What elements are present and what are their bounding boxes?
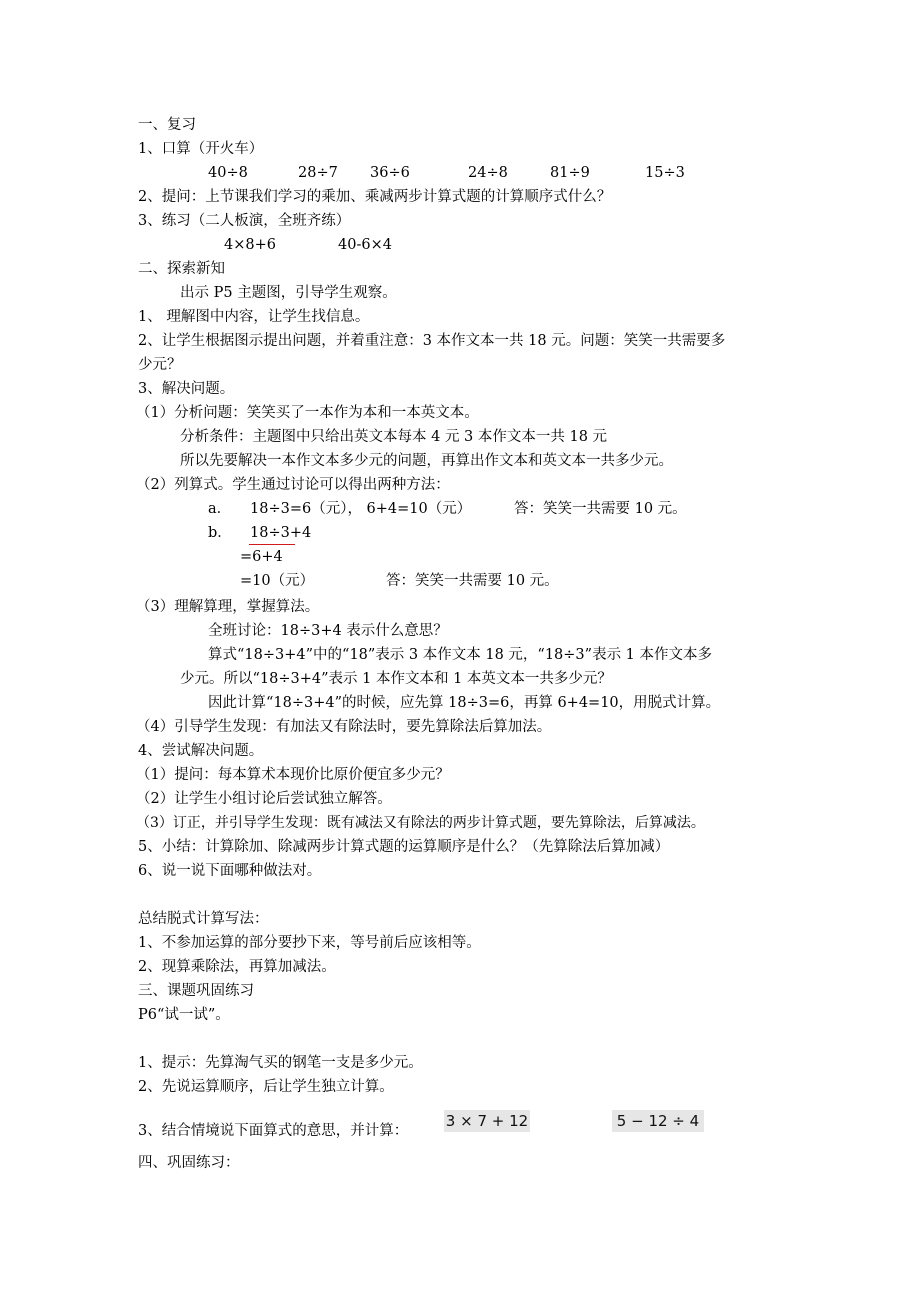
method-b-label: b． bbox=[208, 525, 232, 541]
item-ask-question-cont: 少元？ bbox=[138, 357, 182, 373]
order-first: 2、先说运算顺序，后让学生独立计算。 bbox=[138, 1079, 394, 1095]
item-solve: 3、解决问题。 bbox=[138, 381, 235, 397]
practice-expr: 40-6×4 bbox=[338, 237, 392, 253]
method-a bbox=[208, 499, 728, 519]
heading-practice: 四、巩固练习： bbox=[138, 1155, 240, 1171]
item-summary: 5、小结：计算除加、除减两步计算式题的运算顺序是什么？（先算除法后算加减） bbox=[138, 839, 670, 855]
heading-consolidate: 三、课题巩固练习 bbox=[138, 983, 254, 999]
expression-meaning: 算式“18÷3+4”中的“18”表示 3 本作文本 18 元，“18÷3”表示 1 本作文本多 bbox=[208, 647, 713, 663]
item-ask-question: 2、让学生根据图示提出问题，并着重注意：3 本作文本一共 18 元。问题：笑笑一共需要多 bbox=[138, 333, 726, 349]
summary-rule-2: 2、现算乘除法，再算加减法。 bbox=[138, 959, 336, 975]
heading-explore: 二、探索新知 bbox=[138, 261, 225, 277]
step-discover: （4）引导学生发现：有加法又有除法时，要先算除法后算加法。 bbox=[136, 719, 552, 735]
oral-calc-item: 15÷3 bbox=[645, 165, 685, 181]
method-b-result bbox=[240, 571, 640, 591]
item-understand: 1、 理解图中内容，让学生找信息。 bbox=[138, 309, 370, 325]
class-discussion: 全班讨论：18÷3+4 表示什么意思？ bbox=[208, 623, 448, 639]
oral-calc-item: 24÷8 bbox=[468, 165, 508, 181]
summary-rule-1: 1、不参加运算的部分要抄下来，等号前后应该相等。 bbox=[138, 935, 481, 951]
show-theme-picture: 出示 P5 主题图，引导学生观察。 bbox=[180, 285, 397, 301]
method-b-answer: 答：笑笑一共需要 10 元。 bbox=[386, 573, 559, 589]
summary-heading: 总结脱式计算写法： bbox=[138, 911, 269, 927]
method-b bbox=[208, 523, 408, 543]
method-b-step2: =6+4 bbox=[240, 549, 283, 565]
method-a-answer: 答：笑笑一共需要 10 元。 bbox=[514, 501, 687, 517]
step-understand-reason: （3）理解算理，掌握算法。 bbox=[136, 599, 320, 615]
item-practice: 3、练习（二人板演，全班齐练） bbox=[138, 213, 351, 229]
expression-image-1: 3 × 7 + 12 bbox=[445, 1112, 529, 1130]
try-correct: （3）订正，并引导学生发现：既有减法又有除法的两步计算式题，要先算除法，后算减法。 bbox=[136, 815, 705, 831]
oral-calc-row bbox=[138, 163, 838, 183]
method-b-step3: =10（元） bbox=[240, 573, 315, 589]
practice-expr: 4×8+6 bbox=[224, 237, 276, 253]
step-analyze-problem: （1）分析问题：笑笑买了一本作为本和一本英文本。 bbox=[136, 405, 479, 421]
practice-row bbox=[138, 235, 538, 255]
underline-mark bbox=[249, 544, 295, 545]
method-b-step1: 18÷3+4 bbox=[250, 525, 312, 541]
calculation-order: 因此计算“18÷3+4”的时候，应先算 18÷3=6，再算 6+4=10，用脱式计算。 bbox=[208, 695, 721, 711]
expression-meaning-cont: 少元。所以“18÷3+4”表示 1 本作文本和 1 本英文本一共多少元？ bbox=[180, 671, 612, 687]
analyze-conditions: 分析条件：主题图中只给出英文本每本 4 元 3 本作文本一共 18 元 bbox=[180, 429, 608, 445]
item-oral-calc: 1、口算（开火车） bbox=[138, 141, 264, 157]
solve-first: 所以先要解决一本作文本多少元的问题，再算出作文本和英文本一共多少元。 bbox=[180, 453, 673, 469]
oral-calc-item: 36÷6 bbox=[370, 165, 410, 181]
context-explain: 3、结合情境说下面算式的意思，并计算： bbox=[138, 1123, 409, 1139]
hint-pen-price: 1、提示：先算淘气买的钢笔一支是多少元。 bbox=[138, 1055, 423, 1071]
oral-calc-item: 81÷9 bbox=[550, 165, 590, 181]
method-a-expr: 18÷3=6（元）， 6+4=10（元） bbox=[250, 501, 472, 517]
item-try-solve: 4、尝试解决问题。 bbox=[138, 743, 264, 759]
oral-calc-item: 40÷8 bbox=[208, 165, 248, 181]
oral-calc-item: 28÷7 bbox=[298, 165, 338, 181]
try-question: （1）提问：每本算术本现价比原价便宜多少元？ bbox=[136, 767, 450, 783]
heading-review: 一、复习 bbox=[138, 117, 196, 133]
step-write-expression: （2）列算式。学生通过讨论可以得出两种方法： bbox=[136, 477, 450, 493]
try-group-discuss: （2）让学生小组讨论后尝试独立解答。 bbox=[136, 791, 392, 807]
try-it-ref: P6“试一试”。 bbox=[138, 1007, 230, 1023]
expression-image-2: 5 − 12 ÷ 4 bbox=[612, 1110, 704, 1132]
item-question: 2、提问：上节课我们学习的乘加、乘减两步计算式题的计算顺序式什么？ bbox=[138, 189, 612, 205]
method-a-label: a． bbox=[208, 501, 232, 517]
item-which-right: 6、说一说下面哪种做法对。 bbox=[138, 863, 322, 879]
